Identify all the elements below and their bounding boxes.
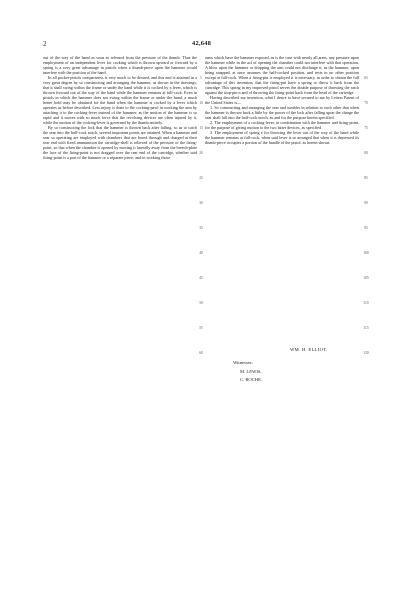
margin-line-number: 75 [364, 126, 368, 130]
right-paragraph: arms which have the hammer exposed, as is the case with nearly all arms, any pressure upon the hammer while in the act of opening the chamber could not interfere with that operation. A blow upon the hammer or dropping the arm could not discharge it, as the hammer, upon being snapped, at once assumes the half-cocked position, and rests in no other position except at full-cock. When a firing-pin is employed it is necessary, in order to obtain the full advantage of this invention, that the firing-pin have a spring to throw it back from the cartridge. This spring in my improved pistol serves the double purpose of throwing the ratch against the stop-pin n and of throwing the firing-point back from the head of the cartridge. [205, 55, 359, 96]
margin-line-number: 110 [363, 301, 369, 305]
margin-line-number: 40 [199, 251, 203, 255]
margin-line-number: 100 [363, 251, 369, 255]
margin-line-number: 60 [199, 351, 203, 355]
witnesses-title: Witnesses: [233, 360, 253, 365]
margin-line-number: 5 [200, 76, 202, 80]
margin-line-number: 15 [199, 126, 203, 130]
margin-line-number: 115 [363, 326, 369, 330]
left-paragraph: In all pocket-pistols compactness is very much to be desired, and this end is attained in a very great degree by so constructing and arranging the hammer, as shown in the drawings, that it shall swing within the frame or under the hand while it is cocked by a lever, which is thrown forward out of the way of the hand while the hammer remains at full-cock. Even in pistols in which the hammer does not swing within the frame or under the hand, a much better hold may be obtained for the hand when the hammer is cocked by a lever which operates as before described. Less injury is done to the cocking-pawl in working the arm by attaching it to the cocking-lever instead of the hammer, as the motion of the hammer is so rapid and it moves with so much force that the revolving devices are often injured by it, while the motion of the cocking-lever is governed by the thumb entirely. [43, 75, 197, 126]
right-paragraph: Having described my invention, what I desire to have secured to me by Letters Patent of the United States is— [205, 95, 359, 106]
margin-line-number: 105 [363, 276, 369, 280]
claim-paragraph: 3. The employment of spring e for throwing the lever out of the way of the hand while the hammer remains at full-cock, when said lever is so arranged that when it is depressed its thumb-piece occupies a portion of the handle of the pistol, as herein shown. [205, 130, 359, 146]
margin-line-number: 20 [199, 151, 203, 155]
margin-line-number: 95 [364, 226, 368, 230]
margin-line-number: 45 [199, 276, 203, 280]
left-paragraph: out of the way of the hand as soon as released from the pressure of the thumb. Thus the employment of an independent lever for cocking which is thrown upward or forward by a spring is a very great advantage in pistols when a thumb-piece upon the hammer would interfere with the position of the hand. [43, 55, 197, 76]
margin-line-number: 120 [363, 351, 369, 355]
claim-paragraph: 2. The employment of a cocking-lever, in combination with the hammer and firing-point, for the purpose of giving motion to the two latter devices, as specified. [205, 120, 359, 131]
margin-line-number: 25 [199, 176, 203, 180]
margin-line-number: 90 [364, 201, 368, 205]
margin-line-number: 65 [364, 76, 368, 80]
margin-line-number: 85 [364, 176, 368, 180]
margin-line-number: 50 [199, 301, 203, 305]
witness-name: C. ROCHE. [240, 377, 263, 382]
margin-line-number: 30 [199, 201, 203, 205]
margin-line-number: 55 [199, 326, 203, 330]
margin-line-number: 80 [364, 151, 368, 155]
right-column [205, 55, 359, 145]
inventor-signature: WM. H. ELLIOT. [290, 347, 328, 352]
witness-name: M. LEWIS, [240, 369, 262, 374]
page-number: 2 [43, 40, 47, 48]
patent-number: 42,648 [192, 40, 212, 47]
claim-paragraph: 1. So constructing and arranging the sear and tumbler in relation to each other that when the hammer is thrown back a little by the power of the lock after falling upon the charge the sear shall fall into the half-cock notch, as and for the purpose herein specified. [205, 105, 359, 121]
left-paragraph: By so constructing the lock that the hammer is thrown back after falling, so as to catch the sear into the half-cock notch, several important points are attained. When a hammer and sear so operating are employed with chambers that are bored through and charged at their rear end with fixed ammunition the cartridge-shell is relieved of the pressure of the firing-point, so that when the chamber is opened by moving it laterally away from the breech-plate the face of the firing-point is not dragged over the rear end of the cartridge, whether said firing-point is a part of the hammer or a separate piece, and in working those [43, 125, 197, 161]
left-column [43, 55, 197, 160]
margin-line-number: 10 [199, 101, 203, 105]
margin-line-number: 35 [199, 226, 203, 230]
margin-line-number: 70 [364, 101, 368, 105]
